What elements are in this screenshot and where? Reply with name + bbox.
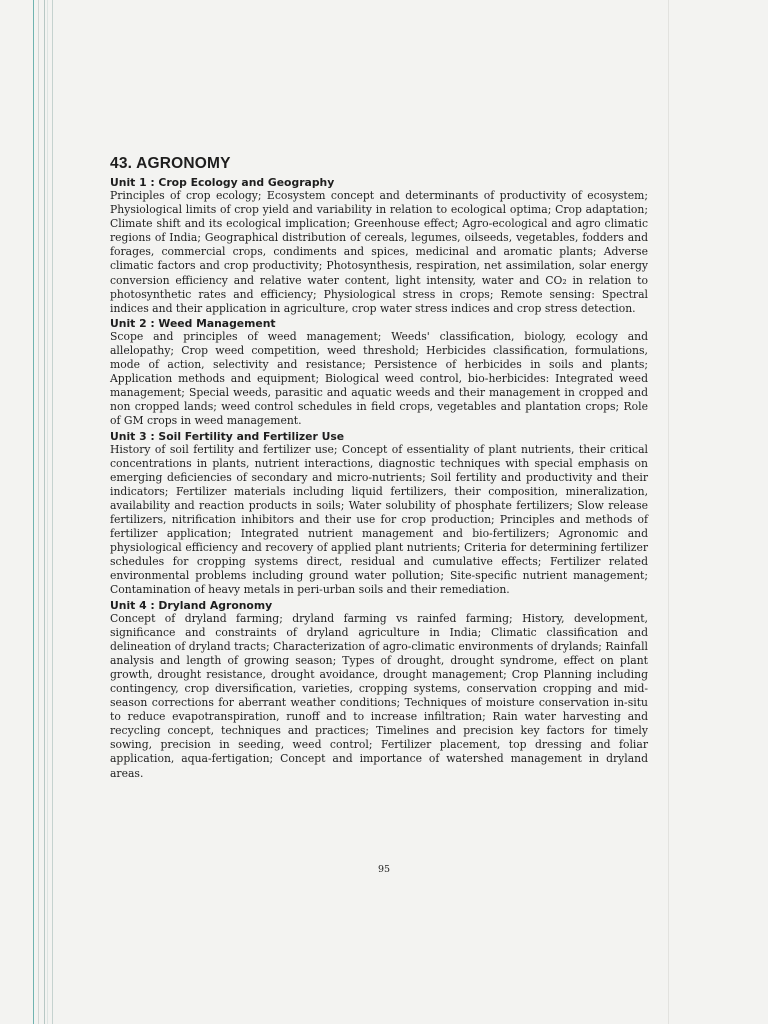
unit-body: Principles of crop ecology; Ecosystem concept and determinants of productivity of ecosystem; Physiological limits of crop yield and variability in relation to ecological optima; Crop adaptation; Climate shift and its ecological implication; Greenhouse effect; Agro-ecological and agro climatic regions of India; Geographical distribution of cereals, legumes, oilseeds, vegetables, fodders and forages, commercial crops, condiments and spices, medicinal and aromatic plants; Adverse climatic factors and crop productivity; Photosynthesis, respiration, net assimilation, solar energy conversion efficiency and relative water content, light intensity, water and CO₂ in relation to photosynthetic rates and efficiency; Physiological stress in crops; Remote sensing: Spectral indices and their application in agriculture, crop water stress indices and crop stress detection. [110,189,648,315]
unit-title: Unit 2 : Weed Management [110,316,276,330]
unit-2 [110,317,648,429]
document-page [110,155,648,782]
unit-body: Concept of dryland farming; dryland farming vs rainfed farming; History, development, significance and constraints of dryland agriculture in India; Climatic classification and delineation of dryland tracts; Characterization of agro-climatic environments of drylands; Rainfall analysis and length of growing season; Types of drought, drought syndrome, effect on plant growth, drought resistance, drought avoidance, drought management; Crop Planning including contingency, crop diversification, varieties, cropping systems, conservation cropping and mid-season corrections for aberrant weather conditions; Techniques of moisture conservation in-situ to reduce evapotranspiration, runoff and to increase infiltration; Rain water harvesting and recycling concept, techniques and practices; Timelines and precision key factors for timely sowing, precision in seeding, weed control; Fertilizer placement, top dressing and foliar application, aqua-fertigation; Concept and importance of watershed management in dryland areas. [110,611,648,780]
unit-1 [110,176,648,316]
unit-3 [110,430,648,598]
unit-title: Unit 4 : Dryland Agronomy [110,598,273,612]
page-number: 95 [377,864,391,875]
unit-title: Unit 1 : Crop Ecology and Geography [110,176,335,189]
unit-body: Scope and principles of weed management; Weeds' classification, biology, ecology and allelopathy; Crop weed competition, weed threshold; Herbicides classification, formulations, mode of action, selectivity and resistance; Persistence of herbicides in soils and plants; Application methods and equipment; Biological weed control, bio-herbicides: Integrated weed management; Special weeds, parasitic and aquatic weeds and their management in cropped and non cropped lands; weed control schedules in field crops, vegetables and plantation crops; Role of GM crops in weed management. [110,329,648,428]
section-title: 43. AGRONOMY [110,155,231,172]
unit-body: History of soil fertility and fertilizer use; Concept of essentiality of plant nutrients, their critical concentrations in plants, nutrient interactions, diagnostic techniques with special emphasis on emerging deficiencies of secondary and micro-nutrients; Soil fertility and productivity and their indicators; Fertilizer materials including liquid fertilizers, their composition, mineralization, availability and reaction products in soils; Water solubility of phosphate fertilizers; Slow release fertilizers, nitrification inhibitors and their use for crop production; Principles and methods of fertilizer application; Integrated nutrient management and bio-fertilizers; Agronomic and physiological efficiency and recovery of applied plant nutrients; Criteria for determining fertilizer schedules for cropping systems direct, residual and cumulative effects; Fertilizer related environmental problems including ground water pollution; Site-specific nutrient management; Contamination of heavy metals in peri-urban soils and their remediation. [110,442,648,597]
unit-title: Unit 3 : Soil Fertility and Fertilizer Use [110,429,345,443]
unit-4 [110,599,648,781]
